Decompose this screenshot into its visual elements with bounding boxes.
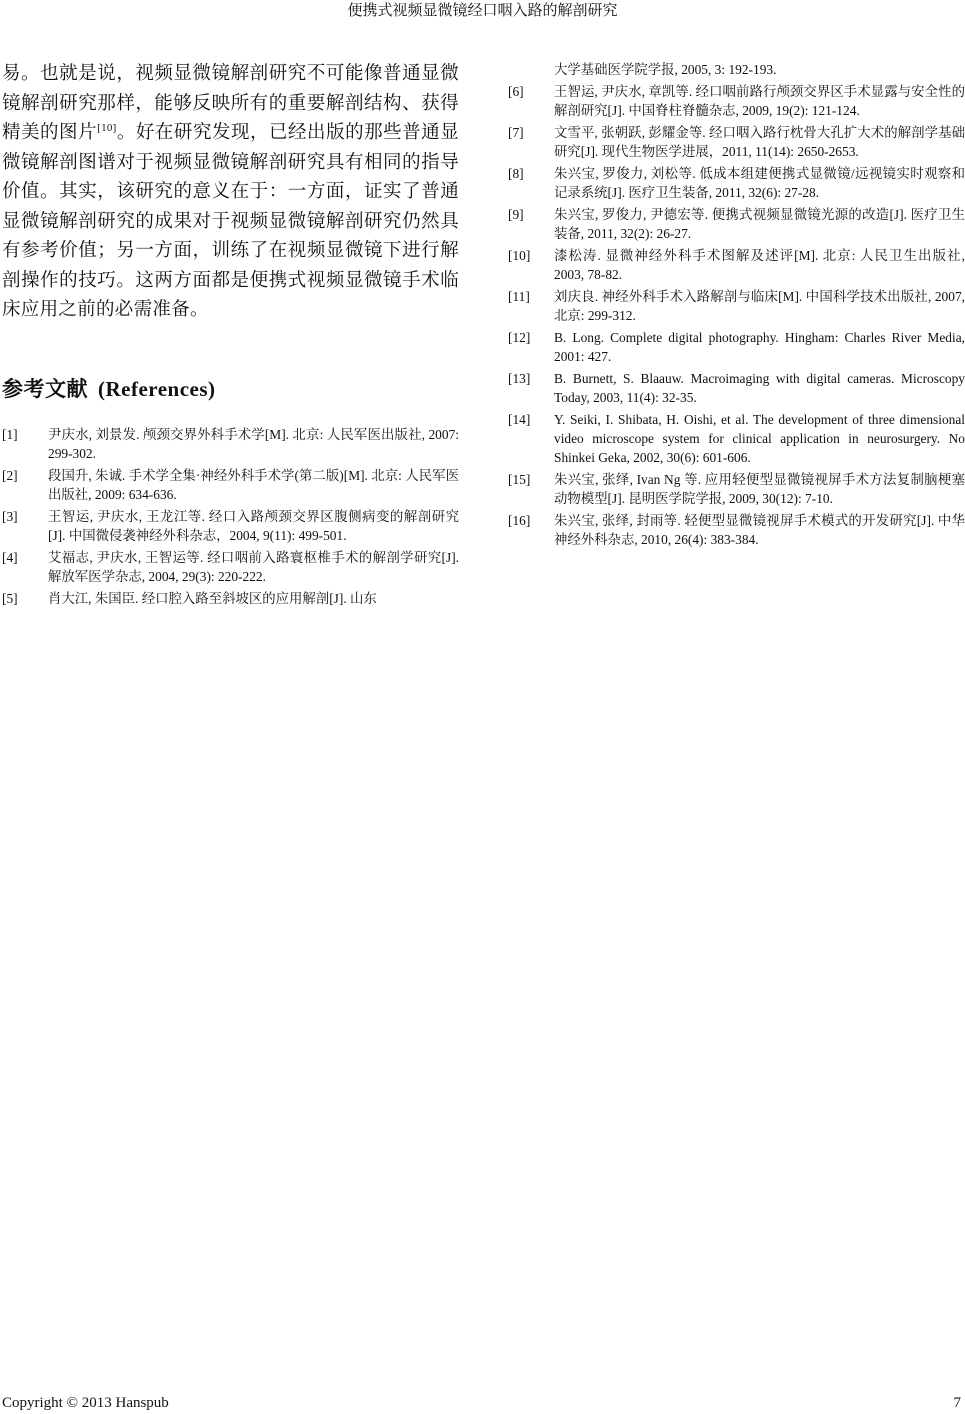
reference-number: [10] [508,248,531,263]
reference-item [508,287,965,325]
reference-text: 漆松涛. 显微神经外科手术图解及述评[M]. 北京: 人民卫生出版社, 2003, 78-82. [554,248,965,282]
reference-list-right [508,82,965,549]
reference-number: [4] [2,549,18,565]
reference-continuation: 大学基础医学院学报, 2005, 3: 192-193. [554,62,777,77]
reference-item [2,425,459,463]
reference-number: [15] [508,472,531,487]
reference-text: 朱兴宝, 罗俊力, 尹德宏等. 便携式视频显微镜光源的改造[J]. 医疗卫生装备, 2011, 32(2): 26-27. [554,207,965,241]
reference-item [508,328,965,366]
reference-number: [5] [2,590,18,606]
reference-item [508,470,965,508]
reference-text: 文雪平, 张朝跃, 彭耀金等. 经口咽入路行枕骨大孔扩大术的解剖学基础研究[J]. 现代生物医学进展，2011, 11(14): 2650-2653. [554,125,965,159]
reference-item [508,511,965,549]
reference-text: 刘庆良. 神经外科手术入路解剖与临床[M]. 中国科学技术出版社, 2007, 北京: 299-312. [554,289,965,323]
left-column [2,60,459,611]
reference-item [508,82,965,120]
reference-text: 尹庆水, 刘景发. 颅颈交界外科手术学[M]. 北京: 人民军医出版社, 2007: 299-302. [48,426,459,461]
running-head-title: 便携式视频显微镜经口咽入路的解剖研究 [347,3,618,19]
references-heading-cn: 参考文献 [2,376,88,401]
reference-number: [3] [2,508,18,524]
reference-number: [2] [2,467,18,483]
reference-item [508,123,965,161]
reference-text: 王智运, 尹庆水, 王龙江等. 经口入路颅颈交界区腹侧病变的解剖研究[J]. 中国微侵袭神经外科杂志，2004, 9(11): 499-501. [48,508,459,543]
reference-text: 朱兴宝, 张绎, 封雨等. 轻便型显微镜视屏手术模式的开发研究[J]. 中华神经外科杂志, 2010, 26(4): 383-384. [554,513,965,547]
reference-text: 朱兴宝, 罗俊力, 刘松等. 低成本组建便携式显微镜/远视镜实时观察和记录系统[J]. 医疗卫生装备, 2011, 32(6): 27-28. [554,166,965,200]
reference-item [508,410,965,467]
reference-item [2,548,459,586]
reference-number: [1] [2,426,18,442]
reference-number: [12] [508,330,531,345]
reference-text: Y. Seiki, I. Shibata, H. Oishi, et al. The development of three dimensional video microscope system for clinical application in neurosurgery. No Shinkei Geka, 2002, 30(6): 601-606. [554,412,965,465]
reference-number: [9] [508,207,524,222]
footer-copyright: Copyright © 2013 Hanspub [2,1395,169,1411]
reference-list-left [2,425,459,608]
reference-item [2,507,459,545]
reference-text: 段国升, 朱诚. 手术学全集·神经外科手术学(第二版)[M]. 北京: 人民军医出版社, 2009: 634-636. [48,467,459,502]
references-heading-en: (References) [98,376,216,401]
references-heading [2,373,459,403]
reference-number: [8] [508,166,524,181]
reference-text: B. Burnett, S. Blaauw. Macroimaging with digital cameras. Microscopy Today, 2003, 11(4): 32-35. [554,371,965,405]
reference-item [2,466,459,504]
reference-item [508,205,965,243]
right-column [508,60,965,552]
reference-text: 朱兴宝, 张绎, Ivan Ng 等. 应用轻便型显微镜视屏手术方法复制脑梗塞动物模型[J]. 昆明医学院学报, 2009, 30(12): 7-10. [554,472,965,506]
body-text-part-1: 易。也就是说，视频显微镜解剖研究不可能像普通显微镜解剖研究那样，能够反映所有的重要解剖结构、获得精美的图片 [2,64,459,143]
reference-number: [7] [508,125,524,140]
reference-item [508,164,965,202]
reference-number: [13] [508,371,531,386]
citation-superscript: [10] [97,121,117,134]
footer-page-number: 7 [953,1395,961,1411]
reference-number: [11] [508,289,530,304]
reference-text: 艾福志, 尹庆水, 王智运等. 经口咽前入路寰枢椎手术的解剖学研究[J]. 解放军医学杂志, 2004, 29(3): 220-222. [48,549,459,584]
reference-item [508,246,965,284]
reference-number: [16] [508,513,531,528]
reference-text: 王智运, 尹庆水, 章凯等. 经口咽前路行颅颈交界区手术显露与安全性的解剖研究[J]. 中国脊柱脊髓杂志, 2009, 19(2): 121-124. [554,84,965,118]
reference-item [2,589,459,608]
body-text-part-2: 。好在研究发现，已经出版的那些普通显微镜解剖图谱对于视频显微镜解剖研究具有相同的指导价值。其实，该研究的意义在于：一方面，证实了普通显微镜解剖研究的成果对于视频显微镜解剖研究仍然具有参考价值；另一方面，训练了在视频显微镜下进行解剖操作的技巧。这两方面都是便携式视频显微镜手术临床应用之前的必需准备。 [2,123,459,320]
body-paragraph [2,60,459,326]
reference-item [508,369,965,407]
reference-text: 肖大江, 朱国臣. 经口腔入路至斜坡区的应用解剖[J]. 山东 [48,590,377,606]
reference-number: [6] [508,84,524,99]
reference-number: [14] [508,412,531,427]
reference-text: B. Long. Complete digital photography. Hingham: Charles River Media, 2001: 427. [554,330,965,364]
